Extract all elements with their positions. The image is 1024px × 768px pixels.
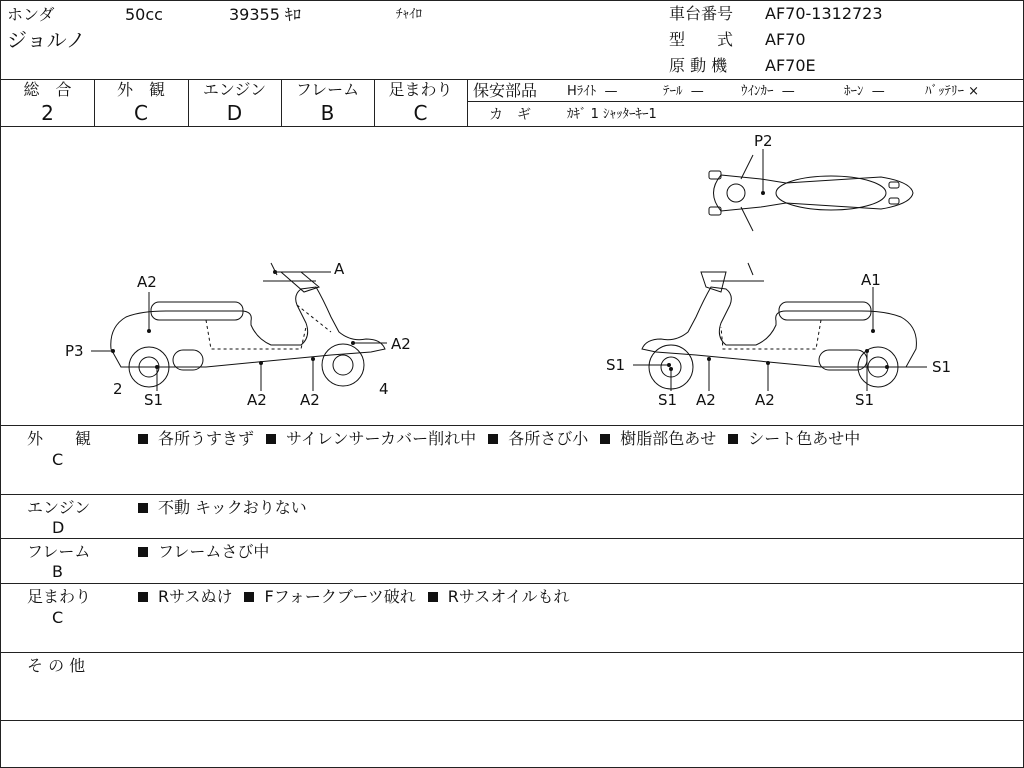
label-right-p2: P2: [754, 132, 773, 150]
label-left-2: 2: [113, 380, 123, 398]
top-scooter: [709, 155, 913, 231]
grade-frame-label: フレーム: [295, 80, 360, 99]
remark-engine-label: エンジン: [27, 498, 91, 517]
remark-exterior-notes: 各所うすきず サイレンサーカバー削れ中 各所さび小 樹脂部色あせ シート色あせ中: [138, 430, 872, 448]
grade-exterior-value: C: [134, 101, 148, 125]
label-left-a2-leg: A2: [300, 391, 320, 409]
remark-suspension-grade: C: [52, 608, 64, 627]
safety-battery: ﾊﾞｯﾃﾘｰ ×: [925, 84, 980, 99]
safety-headlight: Hﾗｲﾄ —: [567, 84, 618, 99]
label-left-a2-rear: A2: [391, 335, 411, 353]
engine-value: AF70E: [765, 56, 816, 75]
remark-suspension-notes: Rサスぬけ Fフォークブーツ破れ Rサスオイルもれ: [138, 588, 581, 606]
label-left-4: 4: [379, 380, 389, 398]
maker: ホンダ: [7, 5, 55, 24]
frame-no-label: 車台番号: [669, 4, 734, 23]
frame-no: AF70-1312723: [765, 4, 883, 23]
label-right-a2-floor: A2: [755, 391, 775, 409]
remark-exterior-grade: C: [52, 450, 64, 469]
label-right-a2-leg: A2: [696, 391, 716, 409]
label-right-s1-rear: S1: [932, 358, 952, 376]
remark-frame-label: フレーム: [27, 542, 91, 561]
label-left-a: A: [334, 260, 345, 278]
damage-diagram: [1, 127, 1023, 425]
engine-label: 原 動 機: [669, 56, 728, 75]
remark-suspension-label: 足まわり: [27, 587, 92, 606]
remark-engine-notes: 不動 キックおりない: [138, 499, 319, 517]
remark-exterior-label: 外 観: [27, 429, 92, 448]
label-left-a2-seat: A2: [137, 273, 157, 291]
remark-frame-notes: フレームさび中: [138, 543, 281, 561]
safety-winker: ｳｲﾝｶｰ —: [741, 84, 795, 99]
grade-total-label: 総 合: [23, 80, 72, 99]
color: ﾁｬｲﾛ: [396, 7, 422, 22]
safety-tail: ﾃｰﾙ —: [663, 84, 704, 99]
label-right-a1: A1: [861, 271, 881, 289]
label-left-s1: S1: [144, 391, 164, 409]
grade-suspension-label: 足まわり: [388, 80, 453, 99]
model-name: ジョルノ: [7, 28, 86, 52]
left-labels: [65, 260, 411, 409]
remark-other-label: そ の 他: [27, 656, 86, 675]
grade-suspension-value: C: [413, 101, 428, 125]
key-label: カ ギ: [489, 107, 531, 123]
remark-frame-grade: B: [52, 562, 63, 581]
key-value: ｶｷﾞ 1 ｼｬｯﾀｰｷｰ1: [567, 107, 657, 122]
label-right-s1-shock: S1: [855, 391, 875, 409]
label-left-a2-floor: A2: [247, 391, 267, 409]
grade-engine-label: エンジン: [202, 80, 267, 99]
safety-horn: ﾎｰﾝ —: [844, 84, 885, 99]
grade-frame-value: B: [320, 101, 335, 125]
type-value: AF70: [765, 30, 806, 49]
mileage: 39355 ｷﾛ: [229, 5, 301, 24]
displacement: 50cc: [125, 5, 163, 24]
type-label: 型 式: [669, 30, 734, 49]
grade-total-value: 2: [41, 101, 54, 125]
grade-exterior-label: 外 観: [116, 80, 165, 99]
right-labels: [606, 132, 951, 409]
label-left-p3: P3: [65, 342, 84, 360]
label-right-s1-wheel: S1: [658, 391, 678, 409]
remark-engine-grade: D: [52, 518, 65, 537]
safety-label: 保安部品: [473, 81, 538, 100]
label-right-s1-front: S1: [606, 356, 626, 374]
scooter-diagram-svg: [1, 127, 1023, 425]
grade-engine-value: D: [226, 101, 243, 125]
